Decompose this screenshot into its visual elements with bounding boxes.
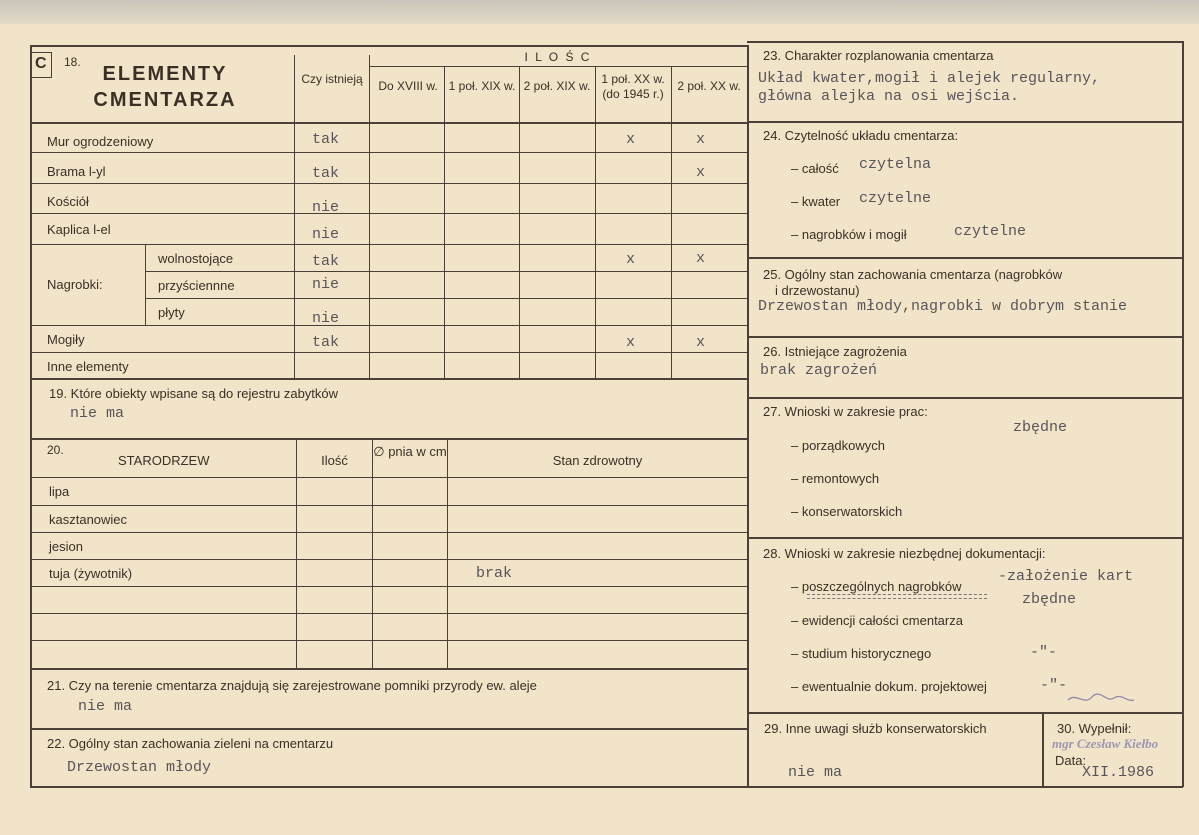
rule [519,66,520,378]
q28-item-answer: -założenie kart [998,568,1134,585]
q26-answer: brak zagrożeń [760,362,878,379]
q30-label: 30. Wypełnił: [1057,721,1132,736]
tree-label: lipa [49,484,70,499]
period-header: 1 poł. XIX w. [448,79,516,93]
rule [447,438,448,668]
rule [30,668,747,670]
period-mark: x [626,131,636,148]
rule [30,786,1183,788]
q22-label: 22. Ogólny stan zachowania zieleni na cmentarzu [47,736,334,751]
rule [747,712,1183,714]
rule [30,586,747,587]
rule [30,532,747,533]
rule [747,45,749,787]
rule [294,55,295,378]
exists-value: tak [312,253,340,270]
q27-answer: zbędne [1013,419,1068,436]
rule [1042,712,1044,787]
rule [30,352,747,353]
rule [30,45,32,787]
q20-health-note: brak [476,565,513,582]
q20-col-diam: ∅ pnia w cm [373,444,447,459]
rule [30,438,747,440]
rule [747,336,1183,338]
q25-label-line1: 25. Ogólny stan zachowania cmentarza (nagrobków [763,267,1063,282]
row-label: płyty [158,305,185,320]
period-header: 2 poł. XIX w. [523,79,591,93]
q23-answer-line2: główna alejka na osi wejścia. [758,88,1020,105]
rule [444,66,445,378]
exists-value: nie [312,226,340,243]
rule [30,183,747,184]
row-label: Mur ogrodzeniowy [47,134,154,149]
q24-item-answer: czytelne [859,190,932,207]
period-mark: x [696,131,706,148]
q18-number: 18. [64,55,81,69]
q29-label: 29. Inne uwagi służb konserwatorskich [764,721,987,736]
handwritten-signature [1066,688,1136,710]
q24-item-answer: czytelne [954,223,1027,240]
ilosc-header: I L O Ś C [524,50,592,64]
q19-answer: nie ma [70,405,125,422]
q23-label: 23. Charakter rozplanowania cmentarza [763,48,994,63]
q25-label-line2: i drzewostanu) [775,283,860,298]
row-label: wolnostojące [158,251,234,266]
q24-item-label: – kwater [791,194,841,209]
q30-date-label: Data: [1055,753,1087,768]
row-label: przyściennne [158,278,235,293]
q28-item-label: – ewidencji całości cmentarza [791,613,963,628]
exists-value: tak [312,334,340,351]
rule [372,438,373,668]
signature-stamp: mgr Czesław Kiełbo [1052,736,1159,751]
row-label: Mogiły [47,332,85,347]
period-mark: x [696,334,706,351]
q24-label: 24. Czytelność układu cmentarza: [763,128,959,143]
q27-item: – remontowych [791,471,880,486]
rule [1182,41,1184,787]
rule [145,244,146,325]
rule [30,728,747,730]
q28-item-answer: -"- [1030,644,1058,661]
rule [747,41,1183,43]
rule [30,325,747,326]
row-label: Inne elementy [47,359,129,374]
rule [30,559,747,560]
q28-item-answer: -"- [1040,677,1068,694]
rule [145,271,747,272]
tree-label: jesion [49,539,83,554]
exists-value: tak [312,131,340,148]
period-mark: x [696,250,706,267]
q22-answer: Drzewostan młody [67,759,212,776]
q27-item: – porządkowych [791,438,885,453]
tree-label: tuja (żywotnik) [49,566,133,581]
rule [296,438,297,668]
rule [671,66,672,378]
rule [30,613,747,614]
period-mark: x [626,334,636,351]
nagrobki-label: Nagrobki: [47,277,103,292]
rule [747,121,1183,123]
q20-title: STARODRZEW [118,453,210,468]
row-label: Kościół [47,194,89,209]
q20-number: 20. [47,443,64,457]
rule [369,55,370,378]
q18-title-line1: ELEMENTY [102,63,228,85]
rule [747,257,1183,259]
rule [369,66,747,67]
q20-col-health: Stan zdrowotny [552,453,643,468]
q21-label: 21. Czy na terenie cmentarza znajdują się zarejestrowane pomniki przyrody ew. aleje [47,678,537,693]
q28-extra-answer: zbędne [1022,591,1077,608]
period-mark: x [626,251,636,268]
rule [30,122,747,124]
q27-label: 27. Wnioski w zakresie prac: [763,404,928,419]
q26-label: 26. Istniejące zagrożenia [763,344,907,359]
exists-value: tak [312,165,340,182]
q20-col-ilosc: Ilość [321,453,348,468]
q28-item-label: – ewentualnie dokum. projektowej [791,679,987,694]
tree-label: kasztanowiec [49,512,128,527]
period-mark: x [696,164,706,181]
exists-value: nie [312,199,340,216]
q28-label: 28. Wnioski w zakresie niezbędnej dokumentacji: [763,546,1046,561]
rule [30,244,747,245]
rule [30,213,747,214]
q19-label: 19. Które obiekty wpisane są do rejestru zabytków [49,386,339,401]
rule [30,640,747,641]
q23-answer-line1: Układ kwater,mogił i alejek regularny, [758,70,1101,87]
q27-item: – konserwatorskich [791,504,903,519]
q24-item-label: – całość [791,161,839,176]
section-letter: C [35,55,47,72]
q29-answer: nie ma [788,764,843,781]
q28-item-label: – poszczególnych nagrobków [791,579,962,594]
q18-title-line2: CMENTARZA [93,89,237,111]
rule [30,152,747,153]
q30-date-value: XII.1986 [1082,764,1155,781]
q25-answer: Drzewostan młody,nagrobki w dobrym stanie [758,298,1128,315]
rule [30,45,747,47]
rule [30,505,747,506]
col-exists-header: Czy istnieją [301,72,363,86]
period-header: Do XVIII w. [378,79,438,93]
rule [595,66,596,378]
typed-strikeout [807,594,987,599]
rule [145,298,747,299]
q28-item-label: – studium historycznego [791,646,932,661]
q21-answer: nie ma [78,698,133,715]
exists-value: nie [312,276,340,293]
q24-item-answer: czytelna [859,156,932,173]
exists-value: nie [312,310,340,327]
q24-item-label: – nagrobków i mogił [791,227,907,242]
row-label: Kaplica l-el [47,222,111,237]
rule [747,397,1183,399]
period-header: 2 poł. XX w. [677,79,741,93]
rule [30,378,747,380]
row-label: Brama l-yl [47,164,106,179]
rule [747,537,1183,539]
rule [30,477,747,478]
period-header: 1 poł. XX w. (do 1945 r.) [601,72,665,101]
